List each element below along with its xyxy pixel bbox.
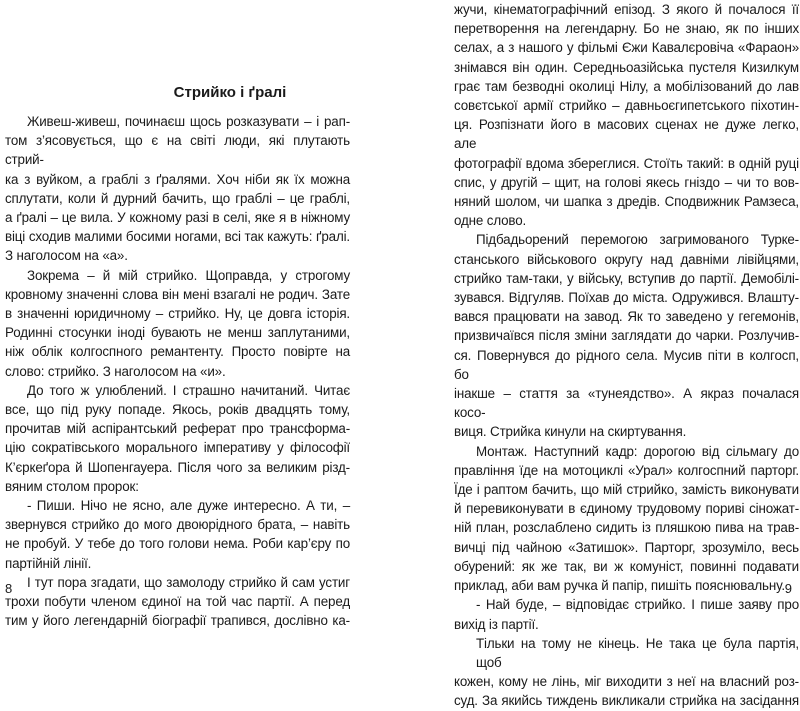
text-line: Тільки на тому не кінець. Не така це була партія, щоб bbox=[476, 635, 799, 670]
left-page bbox=[0, 0, 400, 629]
text-line: суд. За якийсь тиждень викликали стрийка на засідання bbox=[454, 693, 799, 709]
text-line: селах, а з нашого у фільмі Єжи Кавалєровіча «Фараон» bbox=[454, 40, 799, 56]
text-line: - Пиши. Нічо не ясно, але дуже интересно. А ти, – bbox=[27, 498, 350, 514]
text-line: совєтської армії стрийко – давньоєгипетського піхотин- bbox=[454, 98, 799, 114]
text-line: виця. Стрийка кинули на скиртування. bbox=[454, 424, 687, 440]
text-line: а ґралі – це вила. У кожному разі в селі, яке я в ніжному bbox=[5, 210, 350, 226]
text-line: знімався він один. Середньоазійська пустеля Кизилкум bbox=[454, 59, 799, 75]
text-line: приклад, аби вам ручка й папір, пишіть пояснювальну. bbox=[454, 578, 785, 594]
text-line: трохи побути членом єдиної на той час партії. А перед bbox=[5, 594, 350, 610]
text-line: в значенні юридичному – стрийко. Ну, це довга історія. bbox=[5, 306, 350, 322]
text-line: вичці під чайною «Затишок». Парторг, зрозуміло, весь bbox=[454, 539, 799, 555]
text-line: станського військового округу над давніми лівійцями, bbox=[454, 251, 799, 267]
text-line: няний шолом, чи шапка з дредів. Сподвижник Рамзеса, bbox=[454, 194, 799, 210]
page-number: 9 bbox=[784, 581, 792, 596]
text-line: ніж облік колгоспного ремантенту. Просто повірте на bbox=[5, 344, 350, 360]
page-number: 8 bbox=[5, 581, 13, 596]
text-line: все, що під руку попаде. Якось, років двадцять тому, bbox=[5, 402, 350, 418]
text-line: кровному значенні слова він мені взагалі не родич. Зате bbox=[5, 286, 350, 302]
text-line: одне слово. bbox=[454, 213, 527, 229]
text-line: До того ж улюблений. І страшно начитаний. Читає bbox=[27, 382, 350, 398]
text-line: Їде і раптом бачить, що мій стрийко, замість виконувати bbox=[454, 482, 799, 498]
text-line: ній план, розслаблено сидить із пляшкою пива на трав- bbox=[454, 520, 799, 536]
text-line: К’єркеґора й Шопенгауера. Після чого за великим різд- bbox=[5, 459, 350, 475]
text-line: Родинні стосунки іноді бувають не менш заплутаними, bbox=[5, 325, 350, 341]
text-line: - Най буде, – відповідає стрийко. І пише заяву про bbox=[476, 597, 799, 613]
right-page-text bbox=[454, 0, 799, 711]
text-line: грає там безводні околиці Нілу, а мобілізований до лав bbox=[454, 78, 799, 94]
text-line: вяним столом пророк: bbox=[5, 478, 139, 494]
text-line: Зокрема – й мій стрийко. Щоправда, у строгому bbox=[27, 267, 350, 283]
text-line: вався працювати на завод. Як то заведено у гегемонів, bbox=[454, 309, 799, 325]
text-line: ся. Повернувся до рідного села. Мусив піти в колгосп, бо bbox=[454, 347, 799, 382]
text-line: ка з вуйком, а граблі з ґралями. Хоч ніби як їх можна bbox=[5, 171, 350, 187]
text-line: зувався. Відгуляв. Поїхав до міста. Одружився. Влашту- bbox=[454, 290, 799, 306]
text-line: Живеш-живеш, починаєш щось розказувати – і рап- bbox=[27, 114, 350, 129]
text-line: Монтаж. Наступний кадр: дорогою від сільмагу до bbox=[476, 443, 799, 459]
left-page-text bbox=[5, 112, 350, 630]
text-line: сплутати, коли й дурний бачить, що граблі – це граблі, bbox=[5, 190, 350, 206]
text-line: жучи, кінематографічний епізод. З якого й почалося її bbox=[454, 2, 799, 17]
text-line: тим у його легендарній біографії трапився, дослівно ка- bbox=[5, 613, 350, 629]
right-page bbox=[400, 0, 800, 709]
text-line: вихід із партії. bbox=[454, 616, 539, 632]
text-line: том з’ясовується, що є на світі люди, які плутають стрий- bbox=[5, 133, 350, 168]
text-line: прочитав мій аспірантський реферат про трансформа- bbox=[5, 421, 350, 437]
text-line: обурений: як же так, ви ж комуніст, повинні подавати bbox=[454, 558, 799, 574]
text-line: фотографії вдома збереглися. Стоїть такий: в одній руці bbox=[454, 155, 799, 171]
text-line: призвичаївся після зміни заглядати до чарки. Розлучив- bbox=[454, 328, 799, 344]
text-line: не пробуй. У тебе до того голови нема. Роби кар’єру по bbox=[5, 536, 350, 552]
text-line: слово: стрийко. З наголосом на «и». bbox=[5, 363, 226, 379]
text-line: й перевиконувати в єдиному трудовому пориві сіножат- bbox=[454, 501, 799, 517]
text-line: спис, у другій – щит, на голові якесь гніздо – чи то вов- bbox=[454, 174, 799, 190]
text-line: звернувся стрийко до мого двоюрідного брата, – навіть bbox=[5, 517, 350, 533]
text-line: стрийко там-таки, у війську, вступив до партії. Демобілі- bbox=[454, 270, 799, 286]
text-line: правління їде на мотоциклі «Урал» колгоспний парторг. bbox=[454, 462, 799, 478]
text-line: ця. Розпізнати його в масових сценах не дуже легко, але bbox=[454, 117, 799, 152]
text-line: цію сократівського морального імперативу у філософії bbox=[5, 440, 350, 456]
text-line: інакше – стаття за «тунеядство». А якраз почалася косо- bbox=[454, 386, 799, 421]
text-line: І тут пора згадати, що замолоду стрийко й сам устиг bbox=[27, 574, 350, 590]
text-line: віці сходив малими босими ногами, всі так кажуть: ґралі. bbox=[5, 229, 350, 245]
text-line: З наголосом на «а». bbox=[5, 248, 128, 264]
text-line: Підбадьорений перемогою загримованого Туркe- bbox=[476, 232, 799, 248]
text-line: кожен, кому не лінь, міг виходити з неї на власний роз- bbox=[454, 674, 799, 690]
text-line: партійній лінії. bbox=[5, 555, 92, 571]
text-line: перетворення на легендарну. Бо не знаю, як по інших bbox=[454, 21, 799, 37]
chapter-title: Стрийко і ґралі bbox=[173, 84, 287, 101]
